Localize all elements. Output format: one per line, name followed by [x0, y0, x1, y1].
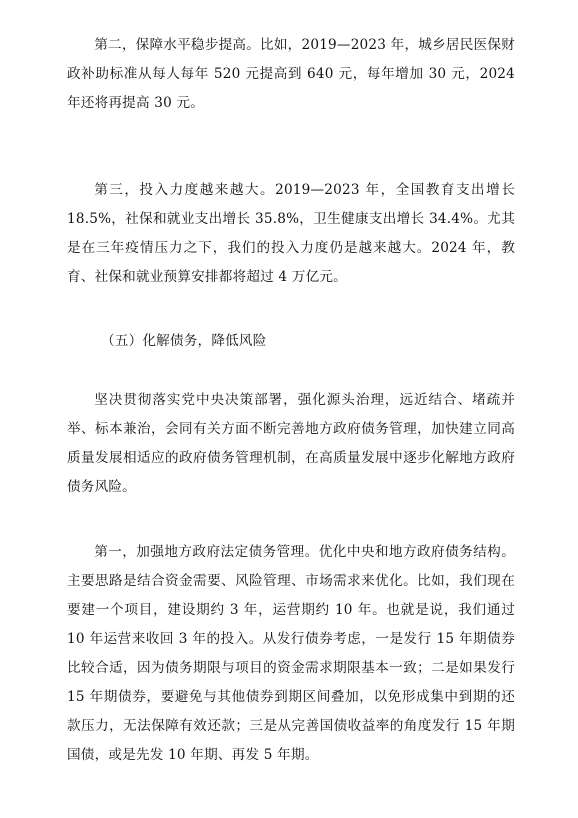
paragraph-investment-growth: 第三，投入力度越来越大。2019—2023 年，全国教育支出增长 18.5%，社保和就业支出增长 35.8%，卫生健康支出增长 34.4%。尤其是在三年疫情压力之下，我们的投入力度仍是越来越大。2024 年，教育、社保和就业预算安排都将超过 4 万亿元。 — [67, 182, 515, 285]
paragraph-debt-policy: 坚决贯彻落实党中央决策部署，强化源头治理，远近结合、堵疏并举、标本兼治，会同有关方面不断完善地方政府债务管理，加快建立同高质量发展相适应的政府债务管理机制，在高质量发展中逐步化解地方政府债务风险。 — [67, 392, 515, 495]
paragraph-insurance-standard: 第二，保障水平稳步提高。比如，2019—2023 年，城乡居民医保财政补助标准从每人每年 520 元提高到 640 元，每年增加 30 元，2024 年还将再提高 30 元。 — [67, 37, 515, 111]
paragraph-local-debt-management: 第一，加强地方政府法定债务管理。优化中央和地方政府债务结构。主要思路是结合资金需要、风险管理、市场需求来优化。比如，我们现在要建一个项目，建设期约 3 年，运营期约 10 年。也就是说，我们通过 10 年运营来收回 3 年的投入。从发行债券考虑，一是发行 15 年期债券比较合适，因为债务期限与项目的资金需求期限基本一致；二是如果发行 15 年期债券，要避免与其他债券到期区间叠加，以免形成集中到期的还款压力，无法保障有效还款；三是从完善国债收益率的角度发行 15 年期国债，或是先发 10 年期、再发 5 年期。 — [67, 544, 515, 763]
section-heading-debt-risk: （五）化解债务，降低风险 — [101, 333, 267, 349]
